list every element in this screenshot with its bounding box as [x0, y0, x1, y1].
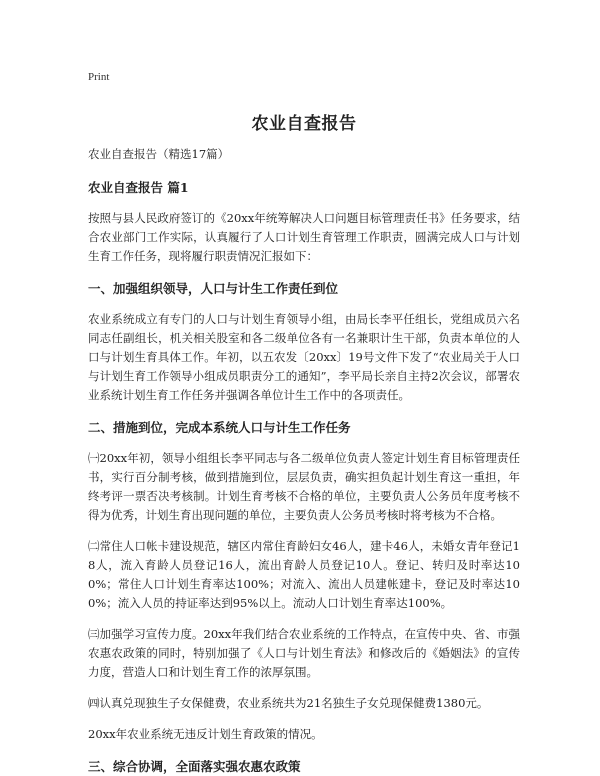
section-2-paragraph-5: 20xx年农业系统无违反计划生育政策的情况。 — [88, 727, 323, 741]
section-1-paragraph-1: 农业系统成立有专门的人口与计划生育领导小组，由局长李平任组长，党组成员六名同志任副组长，机关相关股室和各二级单位各有一名兼职计生干部，负责本单位的人口与计划生育具体工作。年初，以五农发〔20xx〕19号文件下发了“农业局关于人口与计划生育工作领导小组成员职责分工的通知”，李平局长亲自主持2次会议，部署农业系统计划生育工作任务并强调各单位计生工作中的各项责任。 — [88, 312, 520, 402]
section-2-paragraph-3: ㈢加强学习宣传力度。20xx年我们结合农业系统的工作特点，在宣传中央、省、市强农惠农政策的同时，特别加强了《人口与计划生育法》和修改后的《婚姻法》的宣传力度，营造人口和计划生育工作的浓厚氛围。 — [88, 627, 520, 679]
section-2-paragraph-4: ㈣认真兑现独生子女保健费，农业系统共为21名独生子女兑现保健费1380元。 — [88, 696, 489, 710]
section-heading-3: 三、综合协调，全面落实强农惠农政策 — [88, 759, 301, 774]
section-2-paragraph-2: ㈡常住人口帐卡建设规范，辖区内常住育龄妇女46人，建卡46人，未婚女青年登记18人，流入育龄人员登记16人，流出育龄人员登记10人。登记、转归及时率达100%；常住人口计划生育率达100%；对流入、流出人员建帐建卡，登记及时率达100%；流入人员的持证率达到95%以上。流动人口计划生育率达100%。 — [88, 539, 520, 610]
document-subtitle: 农业自查报告（精选17篇） — [88, 147, 230, 161]
section-heading-2: 二、措施到位，完成本系统人口与计生工作任务 — [88, 420, 351, 435]
article-heading: 农业自查报告 篇1 — [88, 180, 189, 195]
intro-paragraph: 按照与县人民政府签订的《20xx年统筹解决人口问题目标管理责任书》任务要求，结合农业部门工作实际，认真履行了人口计划生育管理工作职责，圆满完成人口与计划生育工作任务，现将履行职责情况汇报如下： — [88, 211, 520, 263]
document-body — [88, 64, 520, 776]
print-link[interactable]: Print — [88, 71, 110, 83]
section-2-paragraph-1: ㈠20xx年初，领导小组组长李平同志与各二级单位负责人签定计划生育目标管理责任书，实行百分制考核，做到措施到位，层层负责，确实担负起计划生育这一重担，年终考评一票否决考核制。计划生育考核不合格的单位，主要负责人公务员年度考核不得为优秀，计划生育出现问题的单位，主要负责人公务员考核时将考核为不合格。 — [88, 451, 520, 522]
section-heading-1: 一、加强组织领导，人口与计生工作责任到位 — [88, 281, 339, 296]
document-title: 农业自查报告 — [251, 114, 357, 134]
